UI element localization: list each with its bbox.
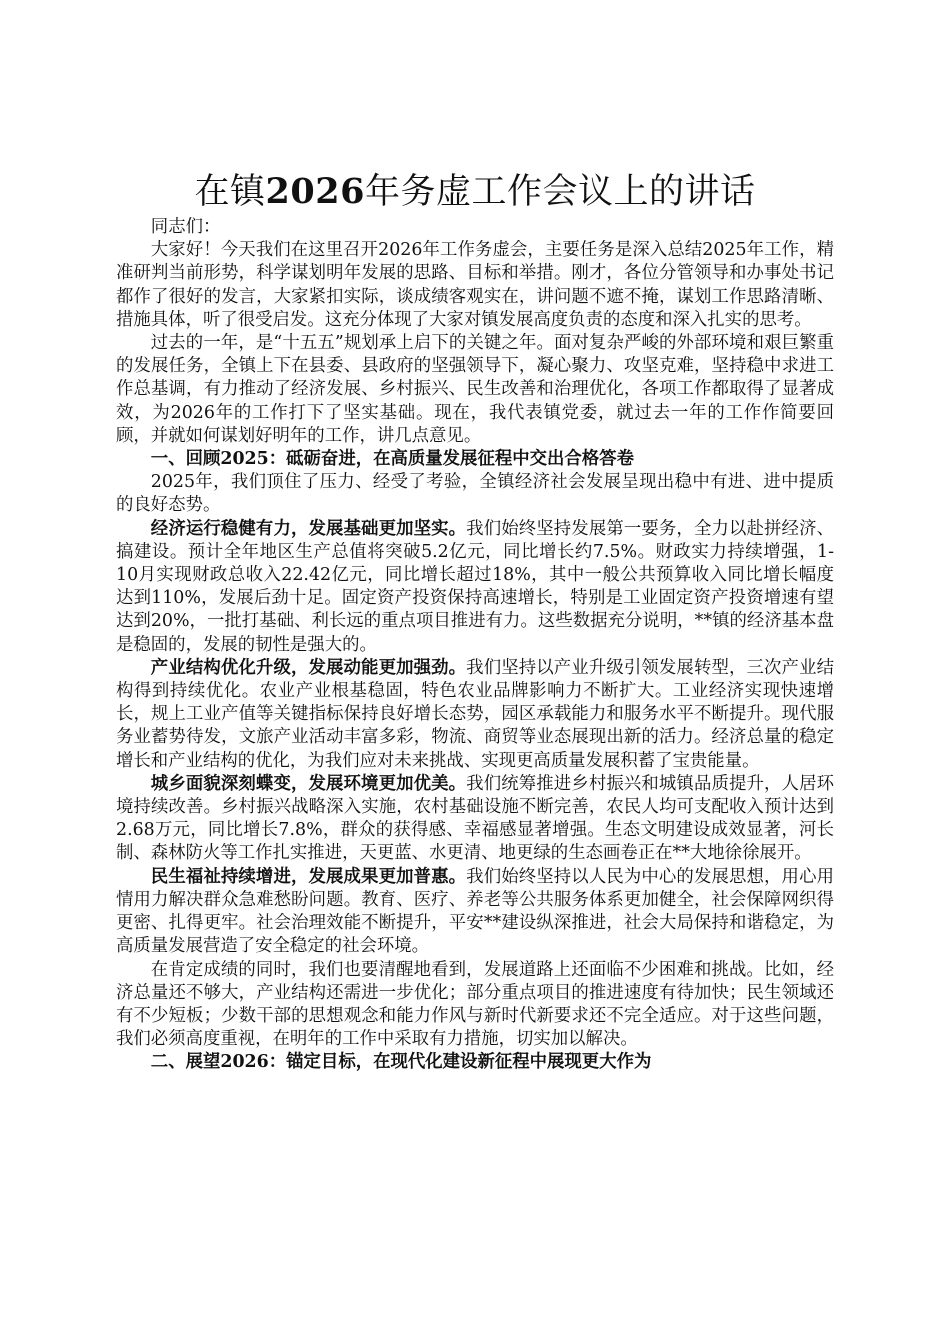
title-year: 2026 (265, 171, 365, 212)
rural-lead: 城乡面貌深刻蝶变，发展环境更加优美。 (150, 773, 467, 794)
paragraph-welfare (116, 866, 834, 959)
welfare-lead: 民生福祉持续增进，发展成果更加普惠。 (150, 866, 467, 887)
section-heading-1: 一、回顾2025：砥砺奋进，在高质量发展征程中交出合格答卷 (150, 449, 634, 470)
welfare-text: 我们始终坚持以人民为中心的发展思想，用心用情用力解决群众急难愁盼问题。教育、医疗、养老等公共服务体系更加健全，社会保障网织得更密、扎得更牢。社会治理效能不断提升，平安**建设纵深推进，社会大局保持和谐稳定，为高质量发展营造了安全稳定的社会环境。 (116, 866, 834, 957)
paragraph-intro: 大家好！今天我们在这里召开2026年工作务虚会，主要任务是深入总结2025年工作，精准研判当前形势，科学谋划明年发展的思路、目标和举措。刚才，各位分管领导和办事处书记都作了很好的发言，大家紧扣实际，谈成绩客观实在，讲问题不遮不掩，谋划工作思路清晰、措施具体，听了很受启发。这充分体现了大家对镇发展高度负责的态度和深入扎实的思考。 (116, 240, 834, 330)
paragraph-2025-overview: 2025年，我们顶住了压力、经受了考验，全镇经济社会发展呈现出稳中有进、进中提质的良好态势。 (116, 472, 834, 516)
economy-text: 我们始终坚持发展第一要务，全力以赴拼经济、搞建设。预计全年地区生产总值将突破5.2亿元，同比增长约7.5%。财政实力持续增强，1-10月实现财政总收入22.42亿元，同比增长超过18%，其中一般公共预算收入同比增长幅度达到110%，发展后劲十足。固定资产投资保持高速增长，特别是工业固定资产投资增速有望达到20%，一批打基础、利长远的重点项目推进有力。这些数据充分说明，**镇的经济基本盘是稳固的，发展的韧性是强大的。 (116, 518, 834, 655)
title-suffix: 年务虚工作会议上的讲话 (364, 172, 756, 212)
paragraph-economy (116, 518, 834, 657)
industry-lead: 产业结构优化升级，发展动能更加强劲。 (150, 657, 467, 678)
salutation: 同志们： (150, 217, 221, 237)
paragraph-past-year: 过去的一年，是“十五五”规划承上启下的关键之年。面对复杂严峻的外部环境和艰巨繁重的发展任务，全镇上下在县委、县政府的坚强领导下，凝心聚力、攻坚克难，坚持稳中求进工作总基调，有力推动了经济发展、乡村振兴、民生改善和治理优化，各项工作都取得了显著成效，为2026年的工作打下了坚实基础。现在，我代表镇党委，就过去一年的工作作简要回顾，并就如何谋划好明年的工作，讲几点意见。 (116, 333, 834, 446)
economy-lead: 经济运行稳健有力，发展基础更加坚实。 (150, 518, 467, 539)
title-prefix: 在镇 (194, 172, 266, 212)
paragraph-industry (116, 657, 834, 773)
document-body (116, 216, 834, 1075)
paragraph-rural (116, 773, 834, 866)
rural-text: 我们统筹推进乡村振兴和城镇品质提升，人居环境持续改善。乡村振兴战略深入实施，农村基础设施不断完善，农民人均可支配收入预计达到2.68万元，同比增长7.8%，群众的获得感、幸福感显著增强。生态文明建设成效显著，河长制、森林防火等工作扎实推进，天更蓝、水更清、地更绿的生态画卷正在**大地徐徐展开。 (116, 773, 834, 864)
paragraph-problems: 在肯定成绩的同时，我们也要清醒地看到，发展道路上还面临不少困难和挑战。比如，经济总量还不够大，产业结构还需进一步优化；部分重点项目的推进速度有待加快；民生领域还有不少短板；少数干部的思想观念和能力作风与新时代新要求还不完全适应。对于这些问题，我们必须高度重视，在明年的工作中采取有力措施，切实加以解决。 (116, 959, 834, 1050)
industry-text: 我们坚持以产业升级引领发展转型，三次产业结构得到持续优化。农业产业根基稳固，特色农业品牌影响力不断扩大。工业经济实现快速增长，规上工业产值等关键指标保持良好增长态势，园区承载能力和服务水平不断提升。现代服务业蓄势待发，文旅产业活动丰富多彩，物流、商贸等业态展现出新的活力。经济总量的稳定增长和产业结构的优化，为我们应对未来挑战、实现更高质量发展积蓄了宝贵能量。 (116, 657, 834, 771)
section-heading-2: 二、展望2026：锚定目标，在现代化建设新征程中展现更大作为 (150, 1052, 652, 1073)
document-title (0, 170, 950, 214)
